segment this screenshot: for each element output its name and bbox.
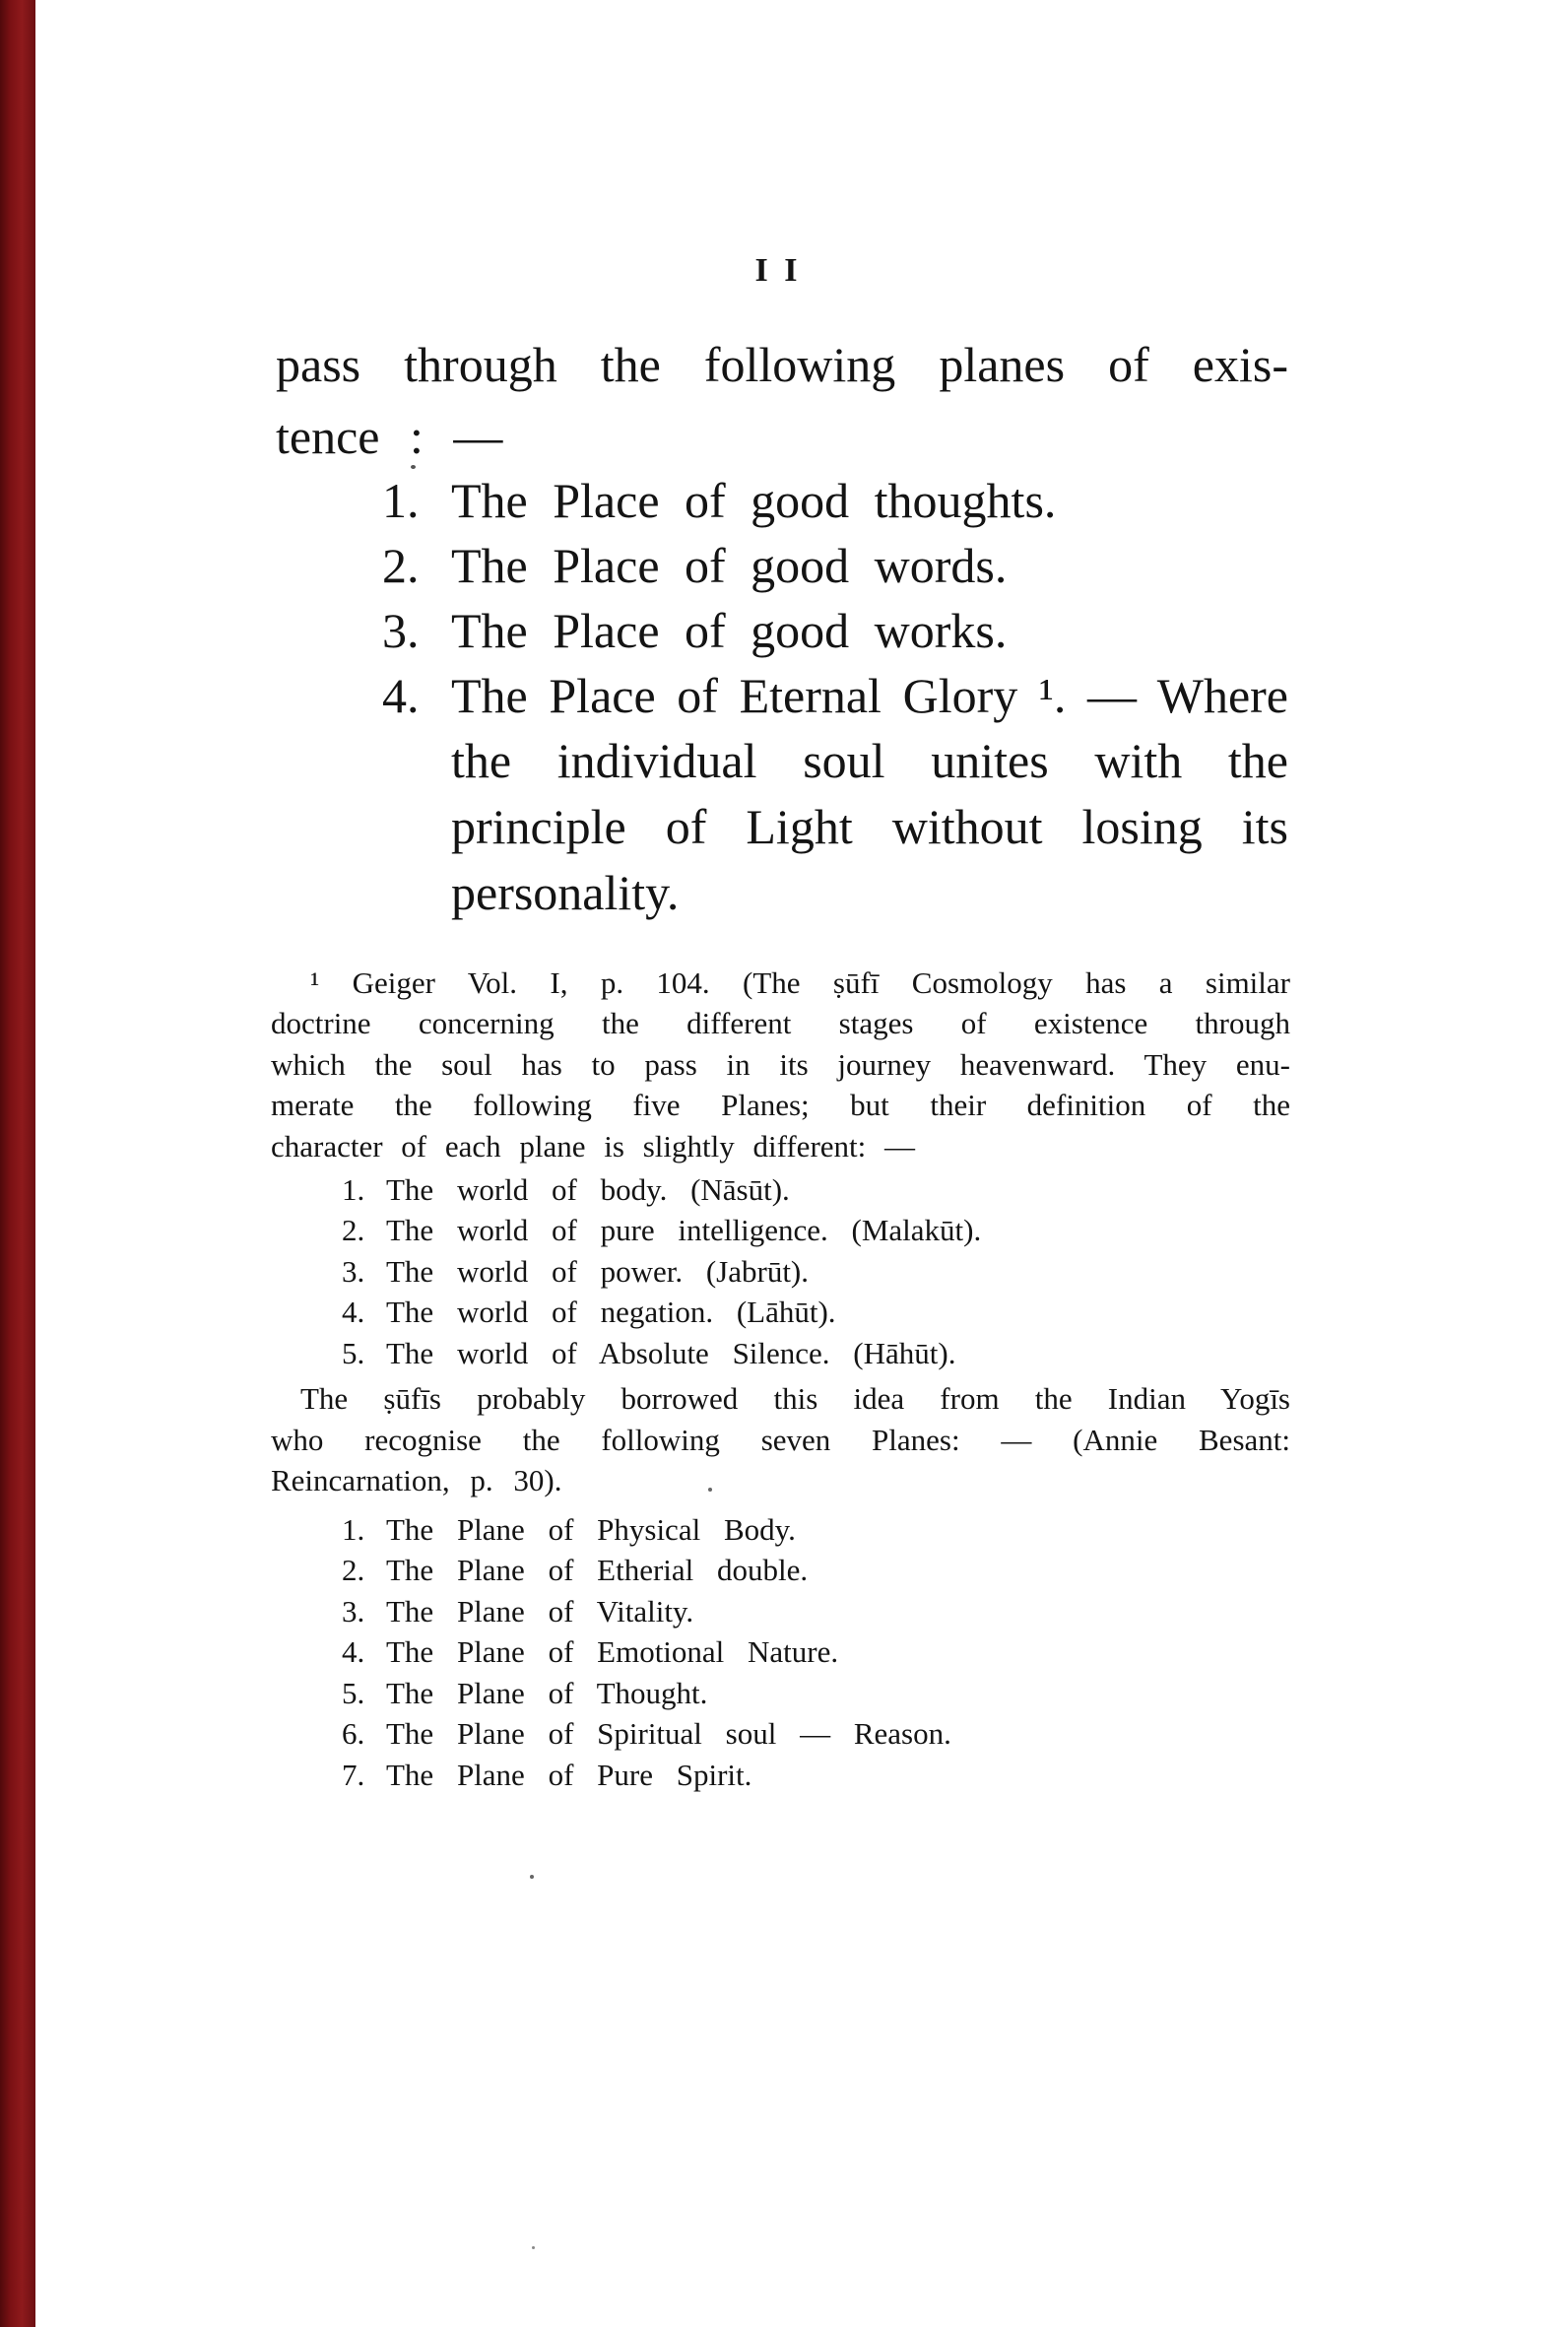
footnote-list-text: The Plane of Emotional Nature. (386, 1634, 839, 1669)
footnote-list-text: The world of Absolute Silence. (Hāhūt). (386, 1336, 956, 1370)
list-item-continuation-line: principle of Light without losing its (451, 799, 1288, 854)
list-item-number: 3. (382, 603, 420, 658)
list-item-text: The Place of Eternal Glory ¹. — Where (451, 668, 1288, 723)
footnote-list-number: 1. (342, 1172, 365, 1207)
footnote-line: merate the following five Planes; but their definition of the (271, 1088, 1290, 1122)
footnote-list-text: The Plane of Thought. (386, 1676, 708, 1710)
footnote-list-number: 4. (342, 1634, 365, 1669)
footnote-line: Reincarnation, p. 30). (271, 1463, 562, 1497)
footnote-list-number: 2. (342, 1553, 365, 1587)
scan-speck (411, 465, 416, 469)
paragraph-line: tence : — (276, 409, 503, 464)
list-item-text: The Place of good thoughts. (451, 473, 1057, 528)
list-item-continuation-line: the individual soul unites with the (451, 733, 1288, 788)
footnote-list-text: The Plane of Spiritual soul — Reason. (386, 1716, 951, 1751)
footnote-line: doctrine concerning the different stages of existence through (271, 1006, 1290, 1040)
scan-speck (708, 1488, 712, 1492)
footnote-list-number: 3. (342, 1254, 365, 1289)
footnote-list-number: 6. (342, 1716, 365, 1751)
footnote-list-number: 2. (342, 1213, 365, 1247)
footnote-list-text: The Plane of Vitality. (386, 1594, 694, 1629)
footnote-list-text: The Plane of Pure Spirit. (386, 1758, 752, 1792)
footnote-list-number: 4. (342, 1295, 365, 1329)
footnote-list-text: The world of power. (Jabrūt). (386, 1254, 810, 1289)
footnote-list-text: The Plane of Etherial double. (386, 1553, 809, 1587)
footnote-line: The ṣūfīs probably borrowed this idea from the Indian Yogīs (300, 1381, 1290, 1416)
footnote-line: which the soul has to pass in its journey heavenward. They enu- (271, 1047, 1290, 1082)
footnote-list-number: 5. (342, 1676, 365, 1710)
list-item-text: The Place of good works. (451, 603, 1008, 658)
footnote-line: character of each plane is slightly different: — (271, 1129, 915, 1164)
footnote-list-number: 7. (342, 1758, 365, 1792)
scan-speck (532, 2246, 535, 2249)
footnote-line: ¹ Geiger Vol. I, p. 104. (The ṣūfī Cosmology has a similar (310, 965, 1290, 1000)
footnote-list-text: The world of body. (Nāsūt). (386, 1172, 790, 1207)
scan-speck (530, 1875, 534, 1879)
footnote-list-text: The world of negation. (Lāhūt). (386, 1295, 836, 1329)
footnote-list-number: 1. (342, 1512, 365, 1547)
list-item-continuation-line: personality. (451, 865, 680, 920)
list-item-number: 2. (382, 538, 420, 593)
footnote-list-number: 5. (342, 1336, 365, 1370)
book-edge-stripe (0, 0, 35, 2327)
footnote-list-text: The Plane of Physical Body. (386, 1512, 796, 1547)
page-number: I I (754, 252, 802, 289)
footnote-line: who recognise the following seven Planes: — (Annie Besant: (271, 1423, 1290, 1457)
footnote-list-number: 3. (342, 1594, 365, 1629)
footnote-list-text: The world of pure intelligence. (Malakūt). (386, 1213, 982, 1247)
list-item-text: The Place of good words. (451, 538, 1008, 593)
list-item-number: 1. (382, 473, 420, 528)
paragraph-line: pass through the following planes of exis- (276, 337, 1288, 392)
list-item-number: 4. (382, 668, 420, 723)
